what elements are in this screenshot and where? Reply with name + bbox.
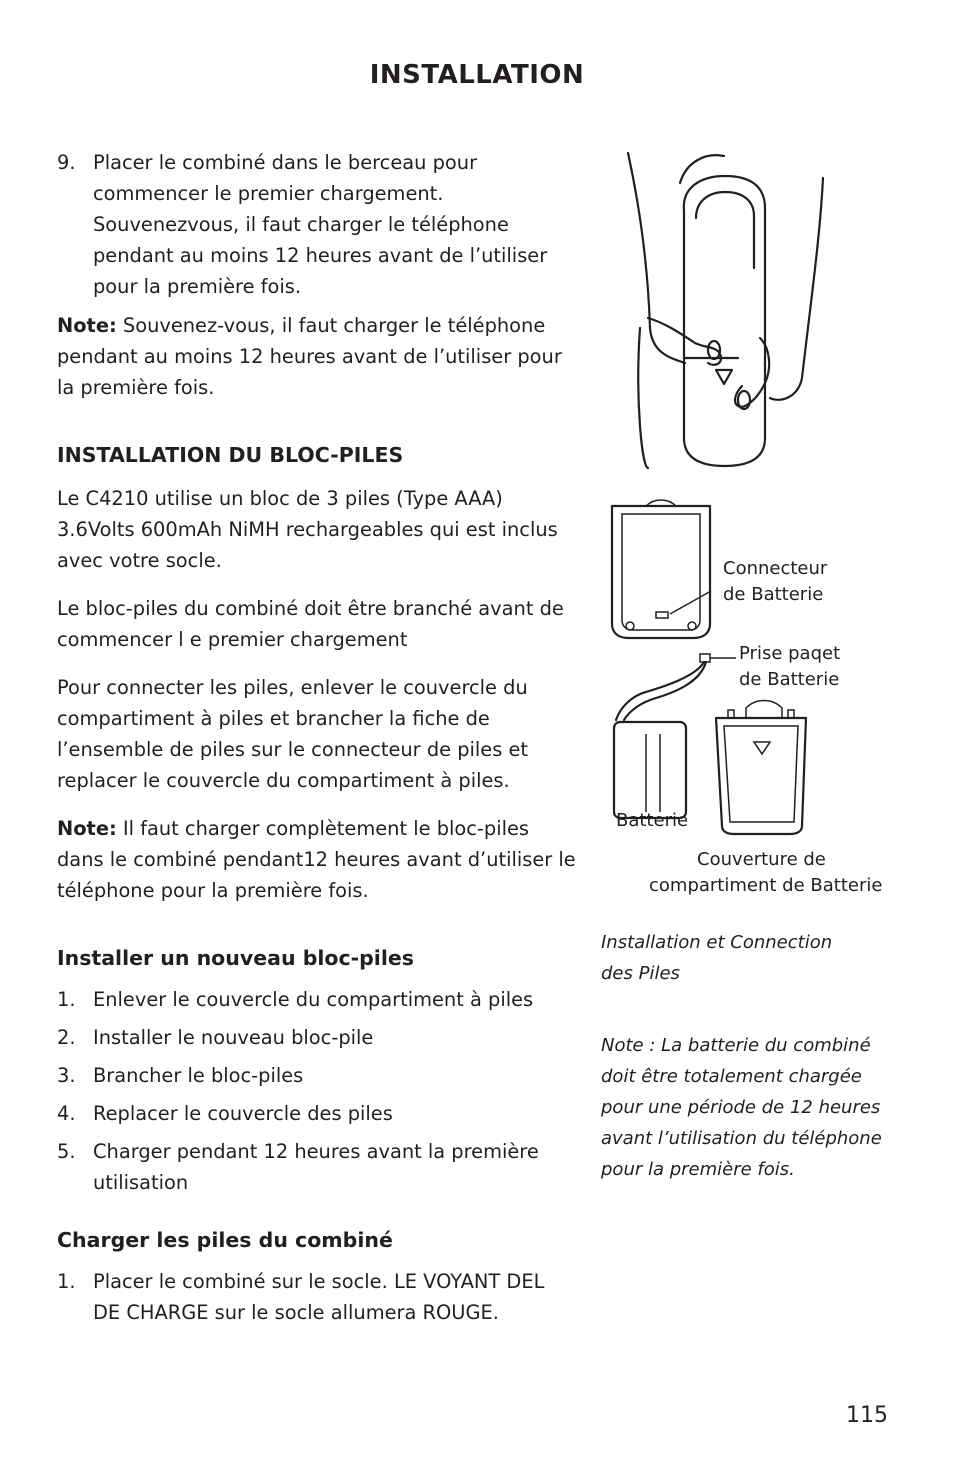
list-item	[57, 1136, 577, 1198]
connector-label-line-2: de Batterie	[723, 584, 824, 605]
step-number: 4.	[57, 1102, 76, 1125]
section-heading-new-pack: Installer un nouveau bloc-piles	[57, 946, 414, 970]
battery-paragraph-3: Pour connecter les piles, enlever le couvercle du compartiment à piles et brancher la fiche de l’ensemble de piles sur le connecteur de piles et replacer le couvercle du compartiment à piles.	[57, 676, 529, 792]
step-text: Brancher le bloc-piles	[93, 1064, 304, 1087]
battery-paragraph-1: Le C4210 utilise un bloc de 3 piles (Type AAA) 3.6Volts 600mAh NiMH rechargeables qui est inclus avec votre socle.	[57, 487, 558, 572]
battery-label: Batterie	[616, 810, 689, 831]
step-number: 5.	[57, 1140, 76, 1163]
main-column	[57, 147, 577, 1335]
section-heading-charge: Charger les piles du combiné	[57, 1228, 393, 1252]
step-text: Enlever le couvercle du compartiment à piles	[93, 988, 534, 1011]
new-pack-steps	[57, 984, 577, 1198]
handset-in-hand-illustration	[620, 148, 830, 473]
caption-line-1: Installation et Connection	[601, 932, 833, 953]
plug-label-line-2: de Batterie	[739, 669, 840, 690]
side-note: Note : La batterie du combiné doit être totalement chargée pour une période de 12 heures avant l’utilisation du téléphone pour la première fois.	[601, 1035, 882, 1180]
note-text: Il faut charger complètement le bloc-piles dans le combiné pendant12 heures avant d’utiliser le téléphone pour la première fois.	[57, 817, 576, 902]
step-number: 1.	[57, 1270, 76, 1293]
step-text: Placer le combiné sur le socle. LE VOYANT DEL DE CHARGE sur le socle allumera ROUGE.	[93, 1270, 545, 1324]
list-item	[57, 1266, 577, 1328]
step-number: 3.	[57, 1064, 76, 1087]
page-title: INSTALLATION	[369, 60, 585, 90]
caption-line-2: des Piles	[601, 963, 680, 984]
note-paragraph	[57, 310, 577, 403]
figure-caption	[601, 927, 891, 989]
list-item	[57, 984, 577, 1015]
list-item	[57, 1098, 577, 1129]
step-text: Placer le combiné dans le berceau pour commencer le premier chargement. Souvenezvous, il faut charger le téléphone pendant au moins 12 heures avant de l’utiliser pour la première fois.	[93, 151, 548, 298]
step-9	[57, 147, 577, 302]
note-text: Souvenez-vous, il faut charger le téléphone pendant au moins 12 heures avant de l’utiliser pour la première fois.	[57, 314, 562, 399]
charge-steps	[57, 1266, 577, 1328]
plug-label-line-1: Prise paqet	[739, 643, 841, 664]
step-number: 9.	[57, 151, 76, 174]
step-text: Charger pendant 12 heures avant la première utilisation	[93, 1140, 539, 1194]
connector-label-line-1: Connecteur	[723, 558, 828, 579]
list-item	[57, 1060, 577, 1091]
note-label: Note:	[57, 314, 117, 337]
list-item	[57, 1022, 577, 1053]
battery-note	[57, 813, 577, 906]
page-number: 115	[846, 1403, 888, 1428]
step-number: 1.	[57, 988, 76, 1011]
note-label: Note:	[57, 817, 117, 840]
cover-label-line-2: compartiment de Batterie	[649, 875, 883, 896]
step-text: Replacer le couvercle des piles	[93, 1102, 393, 1125]
section-heading-battery: INSTALLATION DU BLOC-PILES	[57, 443, 404, 467]
step-number: 2.	[57, 1026, 76, 1049]
step-text: Installer le nouveau bloc-pile	[93, 1026, 374, 1049]
battery-paragraph-2: Le bloc-piles du combiné doit être branché avant de commencer l e premier chargement	[57, 597, 564, 651]
cover-label-line-1: Couverture de	[697, 849, 826, 870]
